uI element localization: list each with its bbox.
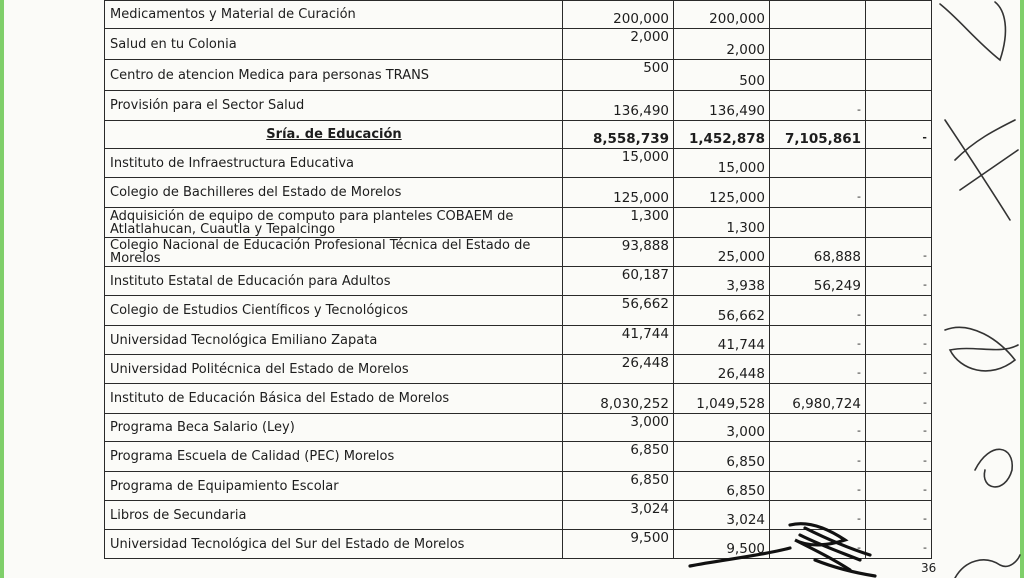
cell-total: 500 [563, 60, 674, 91]
row-label: Instituto Estatal de Educación para Adultos [105, 267, 563, 296]
cell-total: 41,744 [563, 326, 674, 355]
cell-col2: 3,938 [674, 267, 770, 296]
cell-col2: 26,448 [674, 355, 770, 384]
cell-col3: - [770, 178, 866, 208]
cell-total: 136,490 [563, 91, 674, 121]
cell-total: 6,850 [563, 442, 674, 472]
cell-total: 26,448 [563, 355, 674, 384]
margin-scribble-mid [945, 120, 1018, 220]
cell-col3: - [770, 472, 866, 501]
cell-total: 1,300 [563, 208, 674, 238]
cell-col3: - [770, 530, 866, 559]
row-label: Universidad Tecnológica del Sur del Estado de Morelos [105, 530, 563, 559]
row-label: Universidad Tecnológica Emiliano Zapata [105, 326, 563, 355]
cell-col2: 41,744 [674, 326, 770, 355]
row-label: Libros de Secundaria [105, 501, 563, 530]
cell-total: 93,888 [563, 238, 674, 267]
cell-col3: - [770, 442, 866, 472]
margin-scribble-lower [945, 327, 1018, 371]
cell-col3: - [770, 91, 866, 121]
row-label: Medicamentos y Material de Curación [105, 1, 563, 29]
row-label: Provisión para el Sector Salud [105, 91, 563, 121]
section-label: Sría. de Educación [105, 121, 563, 149]
cell-col2: 9,500 [674, 530, 770, 559]
cell-col2: 15,000 [674, 149, 770, 178]
cell-col3: - [770, 296, 866, 326]
cell-col2: 2,000 [674, 29, 770, 60]
row-label: Centro de atencion Medica para personas TRANS [105, 60, 563, 91]
cell-total: 125,000 [563, 178, 674, 208]
cell-col2: 200,000 [674, 1, 770, 29]
cell-col2: 500 [674, 60, 770, 91]
cell-col3: - [770, 414, 866, 442]
margin-scribble-bottom [975, 449, 1012, 487]
row-label: Programa Escuela de Calidad (PEC) Morelos [105, 442, 563, 472]
cell-total: 15,000 [563, 149, 674, 178]
row-label: Adquisición de equipo de computo para planteles COBAEM de Atlatlahucan, Cuautla y Tepalcingo [105, 208, 563, 238]
cell-col3: 56,249 [770, 267, 866, 296]
cell-col4: - [866, 326, 932, 355]
cell-col2: 136,490 [674, 91, 770, 121]
cell-col4: - [866, 121, 932, 149]
row-label: Colegio de Bachilleres del Estado de Morelos [105, 178, 563, 208]
row-label: Instituto de Educación Básica del Estado de Morelos [105, 384, 563, 414]
cell-total: 200,000 [563, 1, 674, 29]
cell-col4: - [866, 267, 932, 296]
row-label: Programa de Equipamiento Escolar [105, 472, 563, 501]
margin-scribble-top [940, 2, 1005, 60]
cell-col3: 7,105,861 [770, 121, 866, 149]
cell-col2: 25,000 [674, 238, 770, 267]
cell-col2: 125,000 [674, 178, 770, 208]
page-number: 36 [921, 561, 937, 575]
cell-col3: - [770, 501, 866, 530]
cell-col4: - [866, 355, 932, 384]
row-label: Universidad Politécnica del Estado de Morelos [105, 355, 563, 384]
row-label: Salud en tu Colonia [105, 29, 563, 60]
cell-col2: 1,452,878 [674, 121, 770, 149]
cell-col3: 68,888 [770, 238, 866, 267]
cell-total: 3,024 [563, 501, 674, 530]
margin-scribble-corner [955, 555, 1020, 578]
cell-col3: - [770, 326, 866, 355]
row-label: Instituto de Infraestructura Educativa [105, 149, 563, 178]
cell-col4: - [866, 238, 932, 267]
cell-total: 2,000 [563, 29, 674, 60]
row-label: Programa Beca Salario (Ley) [105, 414, 563, 442]
cell-total: 56,662 [563, 296, 674, 326]
cell-col4: - [866, 414, 932, 442]
cell-col4: - [866, 296, 932, 326]
row-label: Colegio de Estudios Científicos y Tecnológicos [105, 296, 563, 326]
row-label: Colegio Nacional de Educación Profesional Técnica del Estado de Morelos [105, 238, 563, 267]
cell-total: 6,850 [563, 472, 674, 501]
cell-total: 8,558,739 [563, 121, 674, 149]
cell-col2: 56,662 [674, 296, 770, 326]
cell-total: 60,187 [563, 267, 674, 296]
cell-col2: 1,049,528 [674, 384, 770, 414]
cell-col4: - [866, 530, 932, 559]
cell-col2: 6,850 [674, 442, 770, 472]
cell-col2: 6,850 [674, 472, 770, 501]
cell-col2: 3,000 [674, 414, 770, 442]
cell-total: 8,030,252 [563, 384, 674, 414]
cell-col4: - [866, 501, 932, 530]
cell-col4: - [866, 384, 932, 414]
cell-col2: 3,024 [674, 501, 770, 530]
cell-total: 9,500 [563, 530, 674, 559]
cell-col4: - [866, 442, 932, 472]
cell-col4: - [866, 472, 932, 501]
signature-mark [690, 524, 875, 576]
cell-col3: 6,980,724 [770, 384, 866, 414]
cell-col2: 1,300 [674, 208, 770, 238]
cell-total: 3,000 [563, 414, 674, 442]
cell-col3: - [770, 355, 866, 384]
